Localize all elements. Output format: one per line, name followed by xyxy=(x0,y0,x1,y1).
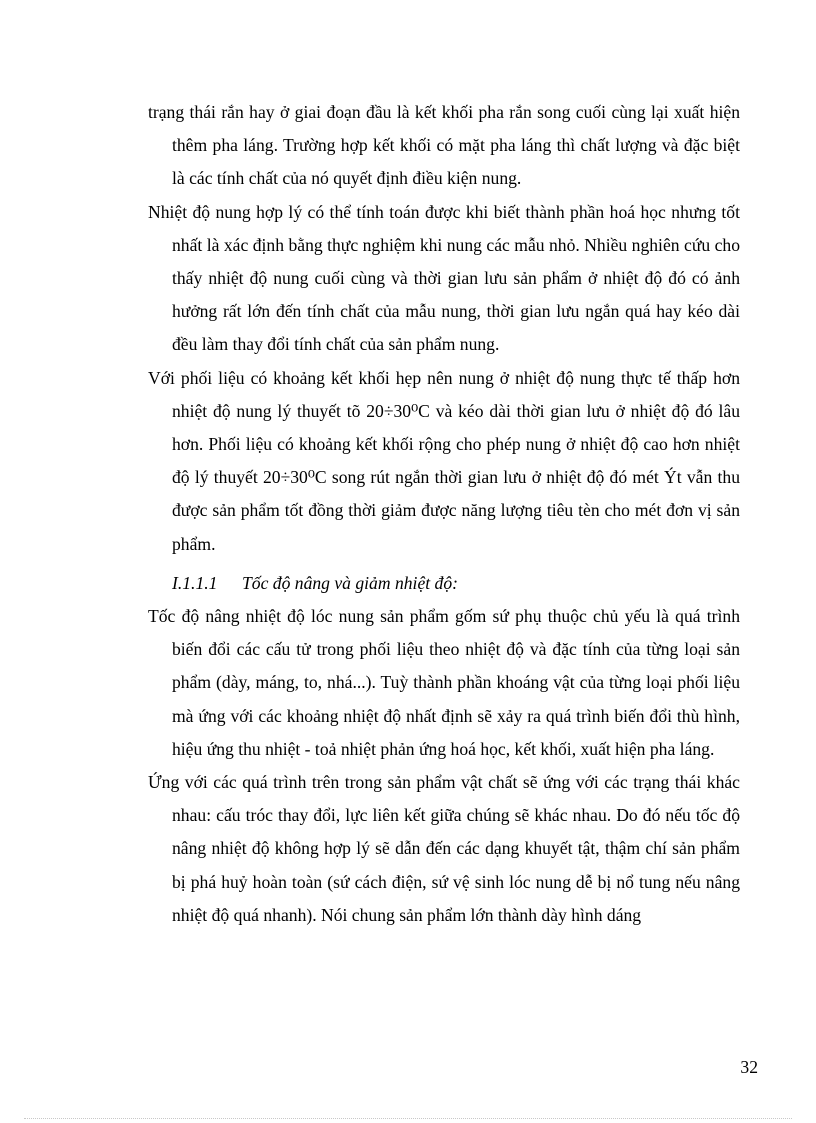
section-title: Tốc độ nâng và giảm nhiệt độ: xyxy=(242,572,458,593)
section-heading xyxy=(172,567,740,600)
paragraph-sintering-range: Với phối liệu có khoảng kết khối hẹp nên nung ở nhiệt độ nung thực tế thấp hơn nhiệt độ nung lý thuyết tõ 20÷30⁰C và kéo dài thời gian lưu ở nhiệt độ đó lâu hơn. Phối liệu có khoảng kết khối rộng cho phép nung ở nhiệt độ cao hơn nhiệt độ lý thuyết 20÷30⁰C song rút ngắn thời gian lưu ở nhiệt độ đó mét Ýt vẫn thu được sản phẩm tốt đồng thời giảm được năng lượng tiêu tèn cho mét đơn vị sản phẩm. xyxy=(148,367,740,554)
page-bottom-divider xyxy=(24,1118,792,1119)
page-number: 32 xyxy=(740,1057,758,1077)
paragraph-processes: Ứng với các quá trình trên trong sản phẩm vật chất sẽ ứng với các trạng thái khác nhau: cấu tróc thay đổi, lực liên kết giữa chúng sẽ khác nhau. Do đó nếu tốc độ nâng nhiệt độ không hợp lý sẽ dẫn đến các dạng khuyết tật, thậm chí sản phẩm bị phá huỷ hoàn toàn (sứ cách điện, sứ vệ sinh lóc nung dễ bị nổ tung nếu nâng nhiệt độ quá nhanh). Nói chung sản phẩm lớn thành dày hình dáng xyxy=(148,772,740,925)
paragraph-heating-rate: Tốc độ nâng nhiệt độ lóc nung sản phẩm gốm sứ phụ thuộc chủ yếu là quá trình biến đổi các cấu tử trong phối liệu theo nhiệt độ và đặc tính của từng loại sản phẩm (dày, máng, to, nhá...). Tuỳ thành phần khoáng vật của từng loại phối liệu mà ứng với các khoảng nhiệt độ nhất định sẽ xảy ra quá trình biến đổi thù hình, hiệu ứng thu nhiệt - toả nhiệt phản ứng hoá học, kết khối, xuất hiện pha láng. xyxy=(148,606,740,759)
paragraph-continuation: trạng thái rắn hay ở giai đoạn đầu là kết khối pha rắn song cuối cùng lại xuất hiện thêm pha láng. Trường hợp kết khối có mặt pha láng thì chất lượng và đặc biệt là các tính chất của nó quyết định điều kiện nung. xyxy=(148,102,740,189)
paragraph-firing-temperature: Nhiệt độ nung hợp lý có thể tính toán được khi biết thành phần hoá học nhưng tốt nhất là xác định bằng thực nghiệm khi nung các mẫu nhỏ. Nhiều nghiên cứu cho thấy nhiệt độ nung cuối cùng và thời gian lưu sản phẩm ở nhiệt độ đó có ảnh hưởng rất lớn đến tính chất của mẫu nung, thời gian lưu ngắn quá hay kéo dài đều làm thay đổi tính chất của sản phẩm nung. xyxy=(148,201,740,355)
page-body xyxy=(148,96,740,932)
section-number: I.1.1.1 xyxy=(172,572,218,593)
